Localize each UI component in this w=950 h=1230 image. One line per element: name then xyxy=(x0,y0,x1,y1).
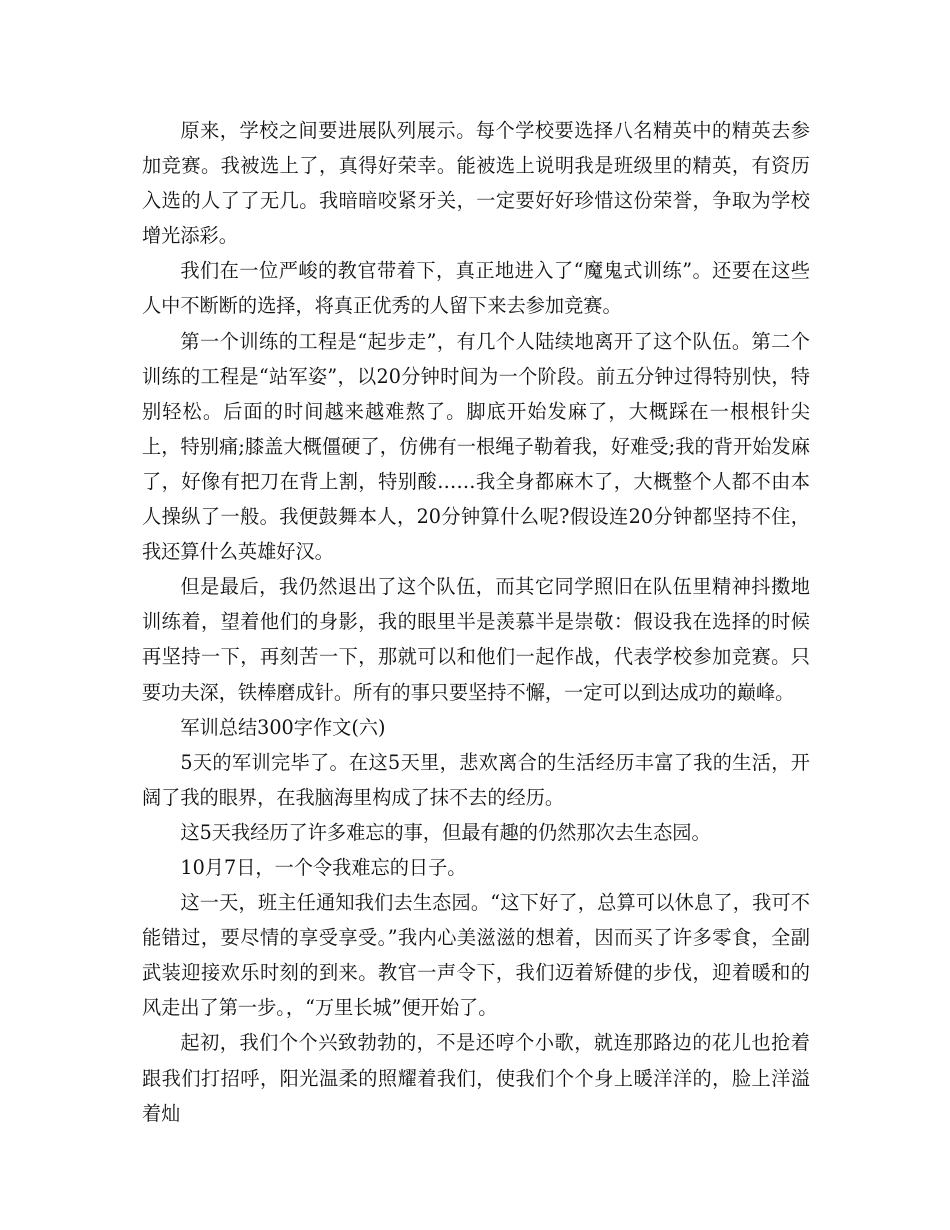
paragraph-march-start: 起初，我们个个兴致勃勃的，不是还哼个小歌，就连那路边的花儿也抢着跟我们打招呼，阳光温柔的照耀着我们，使我们个个身上暖洋洋的，脸上洋溢着灿 xyxy=(142,1031,810,1125)
paragraph-standing-drill: 第一个训练的工程是“起步走”，有几个人陆续地离开了这个队伍。第二个训练的工程是“站军姿”，以20分钟时间为一个阶段。前五分钟过得特别快，特别轻松。后面的时间越来越难熬了。脚底开始发麻了，大概踩在一根根针尖上，特别痛;膝盖大概僵硬了，仿佛有一根绳子勒着我，好难受;我的背开始发麻了，好像有把刀在背上割，特别酸……我全身都麻木了，大概整个人都不由本人操纵了一般。我便鼓舞本人，20分钟算什么呢?假设连20分钟都坚持不住，我还算什么英雄好汉。 xyxy=(142,329,810,564)
paragraph-eco-park-trip: 这一天，班主任通知我们去生态园。“这下好了，总算可以休息了，我可不能错过，要尽情的享受享受。”我内心美滋滋的想着，因而买了许多零食，全副武装迎接欢乐时刻的到来。教官一声令下，我们迈着矫健的步伐，迎着暖和的风走出了第一步。，“万里长城”便开始了。 xyxy=(142,891,810,1020)
paragraph-date: 10月7日，一个令我难忘的日子。 xyxy=(180,855,467,879)
section-heading: 军训总结300字作文(六) xyxy=(180,715,386,739)
paragraph-eco-park-intro: 这5天我经历了许多难忘的事，但最有趣的仍然那次去生态园。 xyxy=(180,820,711,844)
paragraph-selection-honor: 原来，学校之间要进展队列展示。每个学校要选择八名精英中的精英去参加竞赛。我被选上了，真得好荣幸。能被选上说明我是班级里的精英，有资历入选的人了了无几。我暗暗咬紧牙关，一定要好好珍惜这份荣誉，争取为学校增光添彩。 xyxy=(142,119,810,248)
paragraph-devil-training: 我们在一位严峻的教官带着下，真正地进入了“魔鬼式训练”。还要在这些人中不断断的选择，将真正优秀的人留下来去参加竞赛。 xyxy=(142,259,810,318)
paragraph-training-ended: 5天的军训完毕了。在这5天里，悲欢离合的生活经历丰富了我的生活，开阔了我的眼界，在我脑海里构成了抹不去的经历。 xyxy=(142,750,810,809)
document-page xyxy=(142,113,810,1131)
paragraph-quitting-reflection: 但是最后，我仍然退出了这个队伍，而其它同学照旧在队伍里精神抖擞地训练着，望着他们的身影，我的眼里半是羡慕半是崇敬：假设我在选择的时候再坚持一下，再刻苦一下，那就可以和他们一起作战，代表学校参加竞赛。只要功夫深，铁棒磨成针。所有的事只要坚持不懈，一定可以到达成功的巅峰。 xyxy=(142,575,810,704)
